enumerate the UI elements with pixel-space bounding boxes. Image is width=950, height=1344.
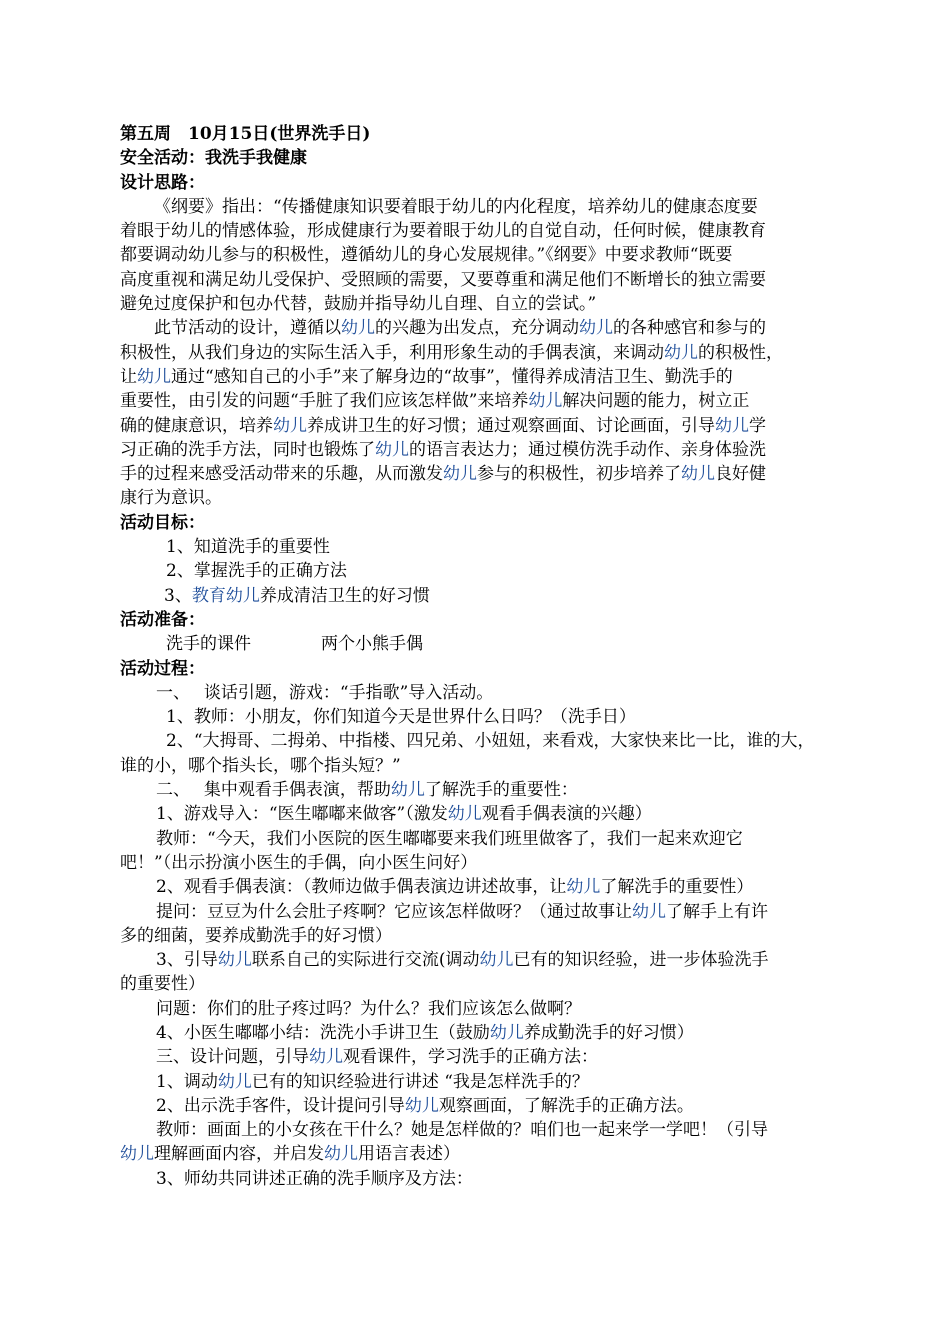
text-run: 用语言表述） [358,1144,460,1165]
text-run: 手的过程来感受活动带来的乐趣，从而激发 [120,464,443,485]
paragraph-line [120,414,835,438]
text-run: 问题：你们的肚子疼过吗？为什么？我们应该怎么做啊？ [156,998,581,1019]
process-line [120,681,835,705]
text-run: 提问：豆豆为什么会肚子疼啊？它应该怎样做呀？（通过故事让 [156,901,632,922]
keyword-link: 幼儿 [528,391,563,412]
keyword-link: 幼儿 [341,318,375,339]
prep-item-puppets: 两个小熊手偶 [321,634,423,655]
process-lines [120,681,835,1191]
text-run: 解决问题的能力，树立正 [562,391,750,412]
process-line [120,1167,835,1191]
text-run: 高度重视和满足幼儿受保护、受照顾的需要，又要尊重和满足他们不断增长的独立需要 [120,269,766,290]
keyword-link: 幼儿 [566,877,601,898]
keyword-link: 幼儿 [579,318,613,339]
process-line [120,948,835,972]
process-line [120,754,835,778]
paragraph-line [120,365,835,389]
paragraph-line [120,462,835,486]
text-run: 积极性，从我们身边的实际生活入手，利用形象生动的手偶表演，来调动 [120,342,664,363]
text-run: 的兴趣为出发点，充分调动 [375,318,579,339]
process-line [120,875,835,899]
text-run: 通过“感知自己的小手”来了解身边的“故事”，懂得养成清洁卫生、勤洗手的 [171,366,733,387]
keyword-link: 幼儿 [217,1071,252,1092]
keyword-link: 幼儿 [273,415,307,436]
text-run: 了解洗手的重要性： [424,780,578,801]
text-run: 1、教师：小朋友，你们知道今天是世界什么日吗？（洗手日） [166,707,636,728]
keyword-link: 幼儿 [137,366,171,387]
text-run: 二、 集中观看手偶表演，帮助 [156,780,391,801]
text-run: 着眼于幼儿的情感体验，形成健康行为要着眼于幼儿的自觉自动，任何时候，健康教育 [120,221,766,242]
paragraph-line [120,316,835,340]
process-line [120,1021,835,1045]
text-run: 养成讲卫生的好习惯；通过观察画面、讨论画面，引导 [307,415,715,436]
text-run: 2、掌握洗手的正确方法 [166,561,347,582]
keyword-link: 幼儿 [120,1144,154,1165]
text-run: 1、调动 [156,1071,218,1092]
process-heading: 活动过程： [120,658,205,679]
text-run: 参与的积极性，初步培养了 [477,464,681,485]
process-line [120,900,835,924]
text-run: 学 [749,415,766,436]
keyword-link: 幼儿 [404,1095,439,1116]
goal-item [120,584,835,608]
text-run: 2、观看手偶表演：（教师边做手偶表演边讲述故事，让 [156,877,567,898]
keyword-link: 幼儿 [443,464,477,485]
text-run: 观看课件，学习洗手的正确方法： [343,1047,598,1068]
text-run: 多的细菌，要养成勤洗手的好习惯） [120,925,392,946]
text-run: 3、引导 [156,950,218,971]
text-run: 康行为意识。 [120,488,222,509]
process-line [120,705,835,729]
keyword-link: 幼儿 [681,464,715,485]
prep-item-courseware: 洗手的课件 [166,634,251,655]
process-line [120,1142,835,1166]
process-line [120,1045,835,1069]
text-run: 一、 谈话引题，游戏：“手指歌”导入活动。 [156,682,494,703]
text-run: 2、出示洗手客件，设计提问引导 [156,1095,405,1116]
keyword-link: 幼儿 [375,439,409,460]
paragraph-line [120,486,835,510]
paragraph-line [120,243,835,267]
text-run: 2、“大拇哥、二拇弟、中指楼、四兄弟、小妞妞，来看戏，大家快来比一比，谁的大， [166,731,815,752]
process-line [120,1118,835,1142]
keyword-link: 幼儿 [489,1022,524,1043]
paragraph-line [120,389,835,413]
week-date-heading: 第五周 10月15日(世界洗手日) [120,124,371,144]
text-run: 确的健康意识，培养 [120,415,273,436]
text-run: 的重要性） [120,974,205,995]
text-run: 3、师幼共同讲述正确的洗手顺序及方法： [156,1168,473,1189]
text-run: 已有的知识经验，进一步体验洗手 [513,950,769,971]
paragraph-line [120,341,835,365]
design-paragraph-2 [120,316,835,510]
text-run: 《纲要》指出：“传播健康知识要着眼于幼儿的内化程度，培养幼儿的健康态度要 [154,196,758,217]
process-line [120,827,835,851]
keyword-link: 幼儿 [309,1047,343,1068]
goal-item [120,535,835,559]
text-run: 教师：画面上的小女孩在干什么？她是怎样做的？咱们也一起来学一学吧！（引导 [156,1120,768,1141]
design-paragraph-1 [120,195,835,316]
text-run: 的语言表达力；通过模仿洗手动作、亲身体验洗 [409,439,766,460]
text-run: 谁的小，哪个指头长，哪个指头短？” [120,755,401,776]
text-run: 此节活动的设计，遵循以 [154,318,341,339]
paragraph-line [120,195,835,219]
process-line [120,924,835,948]
keyword-link: 幼儿 [664,342,698,363]
keyword-link: 幼儿 [324,1144,358,1165]
text-run: 1、知道洗手的重要性 [166,537,330,558]
text-run: 的各种感官和参与的 [613,318,766,339]
goal-item [120,559,835,583]
text-run: 养成清洁卫生的好习惯 [259,585,430,606]
text-run: 避免过度保护和包办代替，鼓励并指导幼儿自理、自立的尝试。” [120,294,597,315]
text-run: 重要性，由引发的问题“手脏了我们应该怎样做”来培养 [120,391,529,412]
paragraph-line [120,219,835,243]
text-run: 已有的知识经验进行讲述 “我是怎样洗手的？ [251,1071,589,1092]
design-heading: 设计思路： [120,172,205,193]
keyword-link: 幼儿 [479,950,514,971]
keyword-link: 教育幼儿 [191,585,260,606]
keyword-link: 幼儿 [390,780,425,801]
text-run: 观察画面，了解洗手的正确方法。 [438,1095,694,1116]
prep-heading: 活动准备： [120,609,205,630]
text-run: 养成勤洗手的好习惯） [523,1022,694,1043]
text-run: 的积极性， [698,342,783,363]
paragraph-line [120,292,835,316]
text-run: 观看手偶表演的兴趣） [481,804,652,825]
process-line [120,851,835,875]
keyword-link: 幼儿 [715,415,749,436]
process-line [120,729,835,753]
document-page [120,122,835,1191]
text-run: 教师：“今天，我们小医院的医生嘟嘟要来我们班里做客了，我们一起来欢迎它 [156,828,743,849]
text-run: 3、 [164,585,192,606]
text-run: 了解洗手的重要性） [600,877,754,898]
text-run: 了解手上有许 [666,901,768,922]
text-run: 良好健 [715,464,766,485]
process-line [120,997,835,1021]
goals-list [120,535,835,608]
text-run: 理解画面内容，并启发 [154,1144,324,1165]
keyword-link: 幼儿 [632,901,666,922]
text-run: 都要调动幼儿参与的积极性，遵循幼儿的身心发展规律。”《纲要》中要求教师“既要 [120,245,733,266]
text-run: 习正确的洗手方法，同时也锻炼了 [120,439,375,460]
goals-heading: 活动目标： [120,512,205,533]
paragraph-line [120,268,835,292]
process-line [120,1070,835,1094]
paragraph-line [120,438,835,462]
text-run: 三、设计问题，引导 [156,1047,309,1068]
text-run: 1、游戏导入：“医生嘟嘟来做客”（激发 [156,804,448,825]
process-line [120,1094,835,1118]
process-line [120,802,835,826]
activity-title: 安全活动：我洗手我健康 [120,148,307,169]
text-run: 联系自己的实际进行交流(调动 [251,950,480,971]
keyword-link: 幼儿 [217,950,252,971]
process-line [120,778,835,802]
text-run: 吧！”（出示扮演小医生的手偶，向小医生问好） [120,852,478,873]
prep-items [120,632,835,656]
process-line [120,972,835,996]
text-run: 4、小医生嘟嘟小结：洗洗小手讲卫生（鼓励 [156,1022,490,1043]
keyword-link: 幼儿 [447,804,482,825]
text-run: 让 [120,366,137,387]
